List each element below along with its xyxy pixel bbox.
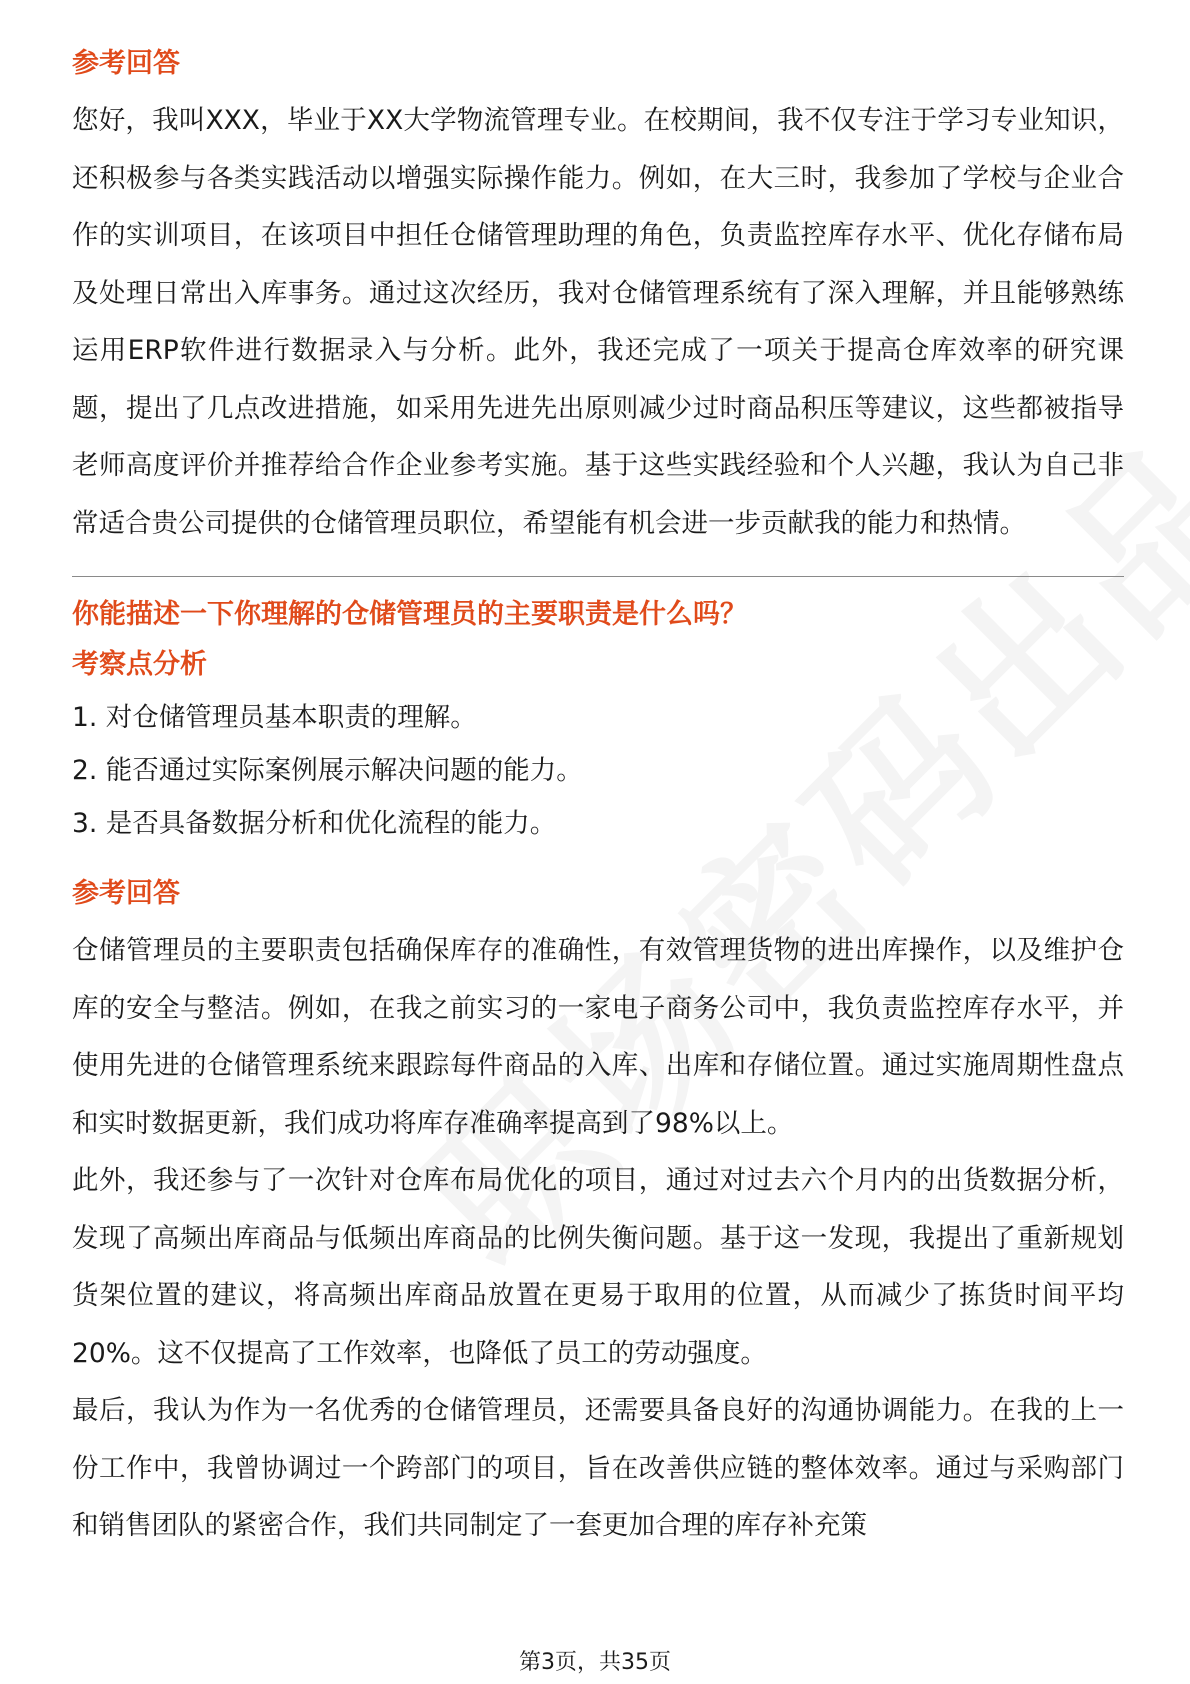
analysis-heading: 考察点分析 (72, 649, 207, 680)
analysis-points-list (72, 691, 1124, 850)
document-page (72, 42, 1124, 1555)
section-divider (72, 576, 1124, 577)
answer-paragraph-1: 仓储管理员的主要职责包括确保库存的准确性，有效管理货物的进出库操作，以及维护仓库的安全与整洁。例如，在我之前实习的一家电子商务公司中，我负责监控库存水平，并使用先进的仓储管理系统来跟踪每件商品的入库、出库和存储位置。通过实施周期性盘点和实时数据更新，我们成功将库存准确率提高到了98%以上。 (72, 935, 1124, 1139)
question-title: 你能描述一下你理解的仓储管理员的主要职责是什么吗？ (72, 599, 747, 630)
answer-paragraph-2: 此外，我还参与了一次针对仓库布局优化的项目，通过对过去六个月内的出货数据分析，发现了高频出库商品与低频出库商品的比例失衡问题。基于这一发现，我提出了重新规划货架位置的建议，将高频出库商品放置在更易于取用的位置，从而减少了拣货时间平均20%。这不仅提高了工作效率，也降低了员工的劳动强度。 (72, 1165, 1124, 1369)
answer-paragraph-3: 最后，我认为作为一名优秀的仓储管理员，还需要具备良好的沟通协调能力。在我的上一份工作中，我曾协调过一个跨部门的项目，旨在改善供应链的整体效率。通过与采购部门和销售团队的紧密合作，我们共同制定了一套更加合理的库存补充策 (72, 1395, 1124, 1541)
answer-heading: 参考回答 (72, 878, 180, 909)
list-item: 1. 对仓储管理员基本职责的理解。 (72, 702, 477, 733)
reference-answer-paragraph: 您好，我叫XXX，毕业于XX大学物流管理专业。在校期间，我不仅专注于学习专业知识，还积极参与各类实践活动以增强实际操作能力。例如，在大三时，我参加了学校与企业合作的实训项目，在该项目中担任仓储管理助理的角色，负责监控库存水平、优化存储布局及处理日常出入库事务。通过这次经历，我对仓储管理系统有了深入理解，并且能够熟练运用ERP软件进行数据录入与分析。此外，我还完成了一项关于提高仓库效率的研究课题，提出了几点改进措施，如采用先进先出原则减少过时商品积压等建议，这些都被指导老师高度评价并推荐给合作企业参考实施。基于这些实践经验和个人兴趣，我认为自己非常适合贵公司提供的仓储管理员职位，希望能有机会进一步贡献我的能力和热情。 (72, 105, 1124, 539)
list-item: 2. 能否通过实际案例展示解决问题的能力。 (72, 755, 583, 786)
section-heading-reference-answer: 参考回答 (72, 48, 180, 79)
page-number: 第3页，共35页 (519, 1650, 671, 1675)
list-item: 3. 是否具备数据分析和优化流程的能力。 (72, 808, 557, 839)
